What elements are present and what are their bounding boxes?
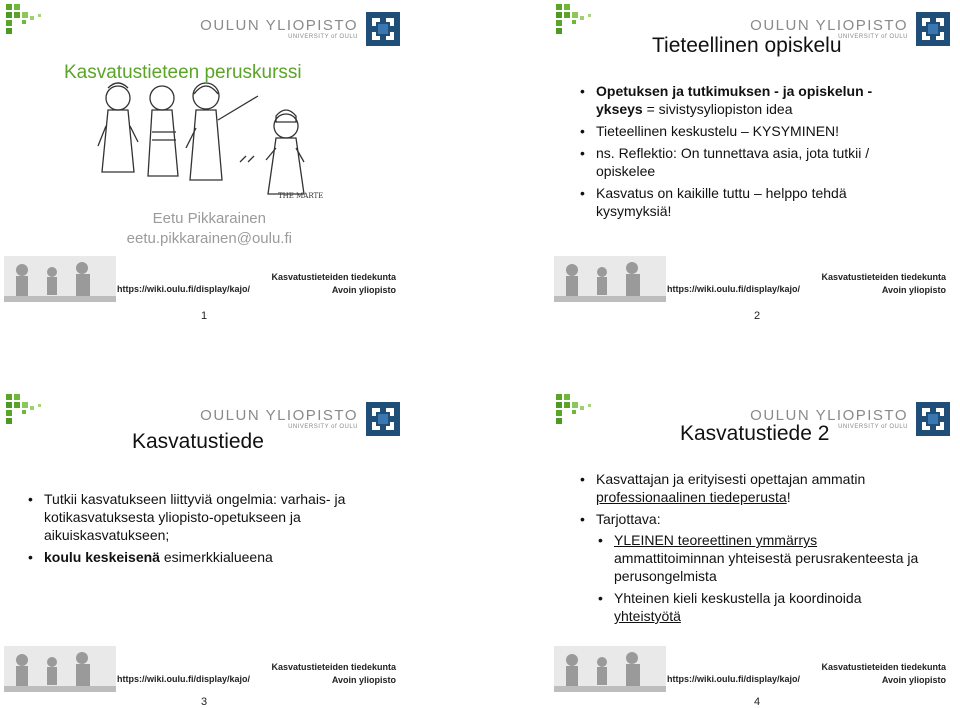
list-item (578, 470, 928, 506)
bullet-list (578, 82, 908, 224)
slide-2 (554, 2, 954, 302)
bold-text: koulu keskeisenä (44, 549, 160, 565)
green-pixel-decoration (554, 392, 614, 432)
list-item (578, 82, 908, 118)
university-emblem-icon (916, 402, 950, 436)
list-item (578, 144, 908, 180)
cooperation-link[interactable]: yhteistyötä (614, 608, 681, 624)
footer-open-university: Avoin yliopisto (331, 675, 396, 685)
slide-3 (4, 392, 404, 692)
sub-list-item (596, 589, 928, 625)
footer-open-university: Avoin yliopisto (881, 675, 946, 685)
list-item (578, 122, 908, 140)
logo-main: OULUN YLIOPISTO (200, 407, 358, 424)
historical-classroom-image (554, 256, 666, 302)
footer-url[interactable]: https://wiki.oulu.fi/display/kajo/ (667, 284, 801, 294)
list-item-text: Tarjottava: (596, 511, 661, 527)
author-email[interactable]: eetu.pikkarainen@oulu.fi (126, 230, 292, 247)
footer-open-university: Avoin yliopisto (331, 285, 396, 295)
historical-classroom-image (554, 646, 666, 692)
list-item (26, 490, 398, 544)
professional-basis-link[interactable]: professionaalinen tiedeperusta (596, 489, 787, 505)
logo-main: OULUN YLIOPISTO (200, 17, 358, 34)
logo-sub: UNIVERSITY of OULU (838, 34, 908, 40)
slide-footer (554, 256, 954, 302)
sub-list-item (596, 531, 928, 585)
logo-main: OULUN YLIOPISTO (750, 17, 908, 34)
university-logo-text (200, 408, 358, 430)
footer-faculty: Kasvatustieteiden tiedekunta (271, 272, 396, 282)
footer-open-university: Avoin yliopisto (881, 285, 946, 295)
general-link[interactable]: YLEINEN (614, 532, 674, 548)
bullet-list (26, 490, 398, 570)
footer-url[interactable]: https://wiki.oulu.fi/display/kajo/ (117, 674, 251, 684)
theoretical-understanding-link[interactable]: teoreettinen ymmärrys (673, 532, 818, 548)
author-name: Eetu Pikkarainen (152, 210, 266, 227)
list-item-text-end: ! (786, 489, 791, 505)
list-item-text: Tieteellinen keskustelu – KYSYMINEN! (596, 123, 840, 139)
bold-text: Opetuksen ja tutkimuksen - ja opiskelun - ykseys (596, 83, 873, 117)
page-number: 4 (754, 696, 761, 708)
university-emblem-icon (366, 12, 400, 46)
list-item (578, 510, 928, 625)
list-item-text: = sivistysyliopiston idea (642, 101, 793, 117)
slide-title: Kasvatustiede 2 (680, 422, 830, 445)
historical-classroom-image (4, 646, 116, 692)
page-number: 1 (201, 310, 208, 322)
list-item-text: esimerkkialueena (159, 549, 273, 565)
university-logo-text (200, 18, 358, 40)
logo-sub: UNIVERSITY of OULU (838, 424, 908, 430)
footer-faculty: Kasvatustieteiden tiedekunta (821, 662, 946, 672)
footer-url[interactable]: https://wiki.oulu.fi/display/kajo/ (117, 284, 251, 294)
slide-footer (554, 646, 954, 692)
slide-title: Tieteellinen opiskelu (652, 34, 842, 57)
list-item (578, 184, 908, 220)
sub-list (596, 531, 928, 625)
green-pixel-decoration (4, 392, 64, 432)
logo-main: OULUN YLIOPISTO (750, 407, 908, 424)
list-item-text: Tutkii kasvatukseen liittyviä ongelmia: varhais- ja kotikasvatuksesta yliopisto-opetukseen ja aikuiskasvatukseen; (44, 491, 346, 543)
page-number: 3 (201, 696, 208, 708)
footer-url[interactable]: https://wiki.oulu.fi/display/kajo/ (667, 674, 801, 684)
slide-footer (4, 646, 404, 692)
list-item-text: Kasvattajan ja erityisesti opettajan ammatin (596, 471, 866, 487)
list-item (26, 548, 398, 566)
footer-faculty: Kasvatustieteiden tiedekunta (271, 662, 396, 672)
slide-footer (4, 256, 404, 302)
university-emblem-icon (916, 12, 950, 46)
logo-sub: UNIVERSITY of OULU (288, 34, 358, 40)
historical-classroom-image (4, 256, 116, 302)
slide-4 (554, 392, 954, 692)
footer-faculty: Kasvatustieteiden tiedekunta (821, 272, 946, 282)
list-item-text: ns. Reflektio: On tunnettava asia, jota tutkii / opiskelee (596, 145, 870, 179)
bullet-list (578, 470, 928, 629)
green-pixel-decoration (4, 2, 64, 42)
slide-title: Kasvatustieteen peruskurssi (64, 62, 302, 83)
slide-1 (4, 2, 404, 302)
svg-text:THE MARTE: THE MARTE (278, 192, 324, 200)
page-number: 2 (754, 310, 761, 322)
sub-list-item-text: ammattitoiminnan yhteisestä perusrakenteesta ja perusongelmista (614, 550, 919, 584)
green-pixel-decoration (554, 2, 614, 42)
sub-list-item-text: Yhteinen kieli keskustella ja koordinoida (614, 590, 862, 606)
university-emblem-icon (366, 402, 400, 436)
list-item-text: Kasvatus on kaikille tuttu – helppo tehdä kysymyksiä! (596, 185, 847, 219)
logo-sub: UNIVERSITY of OULU (288, 424, 358, 430)
cartoon-figures-image (90, 76, 360, 206)
slide-title: Kasvatustiede (132, 430, 264, 453)
